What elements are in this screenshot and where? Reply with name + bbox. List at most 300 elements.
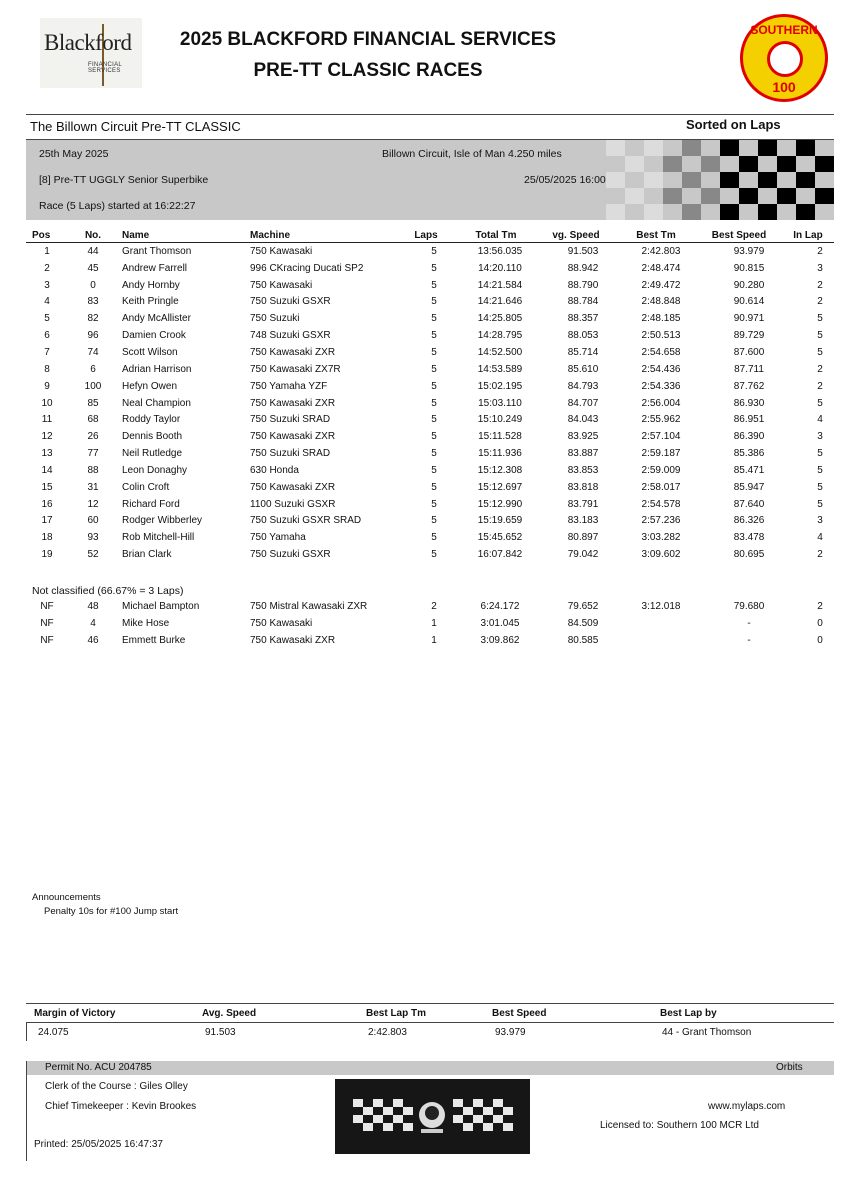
cell-machine: 750 Yamaha bbox=[250, 532, 306, 544]
cell-total-time: 16:07.842 bbox=[477, 549, 523, 561]
cell-avg-speed: 84.793 bbox=[567, 380, 599, 392]
cell-in-lap: 5 bbox=[817, 481, 823, 493]
cell-best-time: 3:03.282 bbox=[641, 532, 681, 544]
checker-square bbox=[625, 188, 644, 204]
not-classified-table bbox=[26, 598, 834, 649]
flag-square bbox=[483, 1123, 493, 1131]
cell-avg-speed: 88.784 bbox=[567, 296, 599, 308]
cell-avg-speed: 85.714 bbox=[567, 346, 599, 358]
checker-square bbox=[777, 188, 796, 204]
cell-number: 6 bbox=[90, 363, 96, 375]
website-link: www.mylaps.com bbox=[708, 1101, 786, 1112]
cell-avg-speed: 88.942 bbox=[567, 262, 599, 274]
cell-in-lap: 2 bbox=[817, 380, 823, 392]
cell-total-time: 15:10.249 bbox=[477, 414, 523, 426]
cell-total-time: 15:02.195 bbox=[477, 380, 523, 392]
cell-best-speed: 90.614 bbox=[733, 296, 765, 308]
result-row bbox=[26, 462, 834, 479]
cell-rider-name: Brian Clark bbox=[122, 549, 172, 561]
checker-square bbox=[796, 140, 815, 156]
cell-in-lap: 2 bbox=[817, 600, 823, 612]
cell-avg-speed: 83.925 bbox=[567, 431, 599, 443]
cell-avg-speed: 83.818 bbox=[567, 481, 599, 493]
cell-machine: 750 Kawasaki bbox=[250, 245, 313, 257]
cell-best-speed: - bbox=[747, 634, 751, 646]
col-best-time: Best Tm bbox=[616, 229, 696, 243]
cell-laps: 5 bbox=[431, 346, 437, 358]
cell-best-speed: 87.762 bbox=[733, 380, 765, 392]
cell-rider-name: Adrian Harrison bbox=[122, 363, 192, 375]
cell-avg-speed: 83.853 bbox=[567, 464, 599, 476]
cell-laps: 5 bbox=[431, 414, 437, 426]
cell-rider-name: Michael Bampton bbox=[122, 600, 200, 612]
cell-rider-name: Neal Champion bbox=[122, 397, 191, 409]
stats-left-rule bbox=[26, 1022, 27, 1041]
cell-laps: 5 bbox=[431, 363, 437, 375]
cell-pos: 4 bbox=[44, 296, 50, 308]
checker-square bbox=[720, 204, 739, 220]
cell-rider-name: Colin Croft bbox=[122, 481, 170, 493]
cell-pos: NF bbox=[40, 617, 54, 629]
cell-machine: 750 Suzuki SRAD bbox=[250, 414, 331, 426]
cell-laps: 1 bbox=[431, 634, 437, 646]
cell-laps: 5 bbox=[431, 397, 437, 409]
race-datetime: 25/05/2025 16:00 bbox=[524, 174, 606, 186]
cell-laps: 5 bbox=[431, 532, 437, 544]
result-row bbox=[26, 378, 834, 395]
cell-in-lap: 5 bbox=[817, 397, 823, 409]
cell-best-time: 2:59.187 bbox=[641, 448, 681, 460]
checker-square bbox=[606, 172, 625, 188]
cell-number: 26 bbox=[87, 431, 99, 443]
cell-best-speed: - bbox=[747, 617, 751, 629]
cell-best-speed: 90.280 bbox=[733, 279, 765, 291]
race-location: Billown Circuit, Isle of Man 4.250 miles bbox=[382, 148, 562, 160]
cell-machine: 750 Suzuki GSXR SRAD bbox=[250, 515, 362, 527]
cell-machine: 750 Kawasaki ZX7R bbox=[250, 363, 341, 375]
cell-in-lap: 2 bbox=[817, 363, 823, 375]
cell-in-lap: 5 bbox=[817, 346, 823, 358]
flag-square bbox=[353, 1099, 363, 1107]
cell-total-time: 6:24.172 bbox=[480, 600, 520, 612]
result-row bbox=[26, 310, 834, 327]
checker-square bbox=[720, 140, 739, 156]
cell-in-lap: 5 bbox=[817, 448, 823, 460]
cell-total-time: 15:11.528 bbox=[478, 431, 522, 443]
cell-in-lap: 5 bbox=[817, 313, 823, 325]
cell-total-time: 15:12.990 bbox=[477, 498, 523, 510]
stat-value-best-lap-time: 2:42.803 bbox=[368, 1027, 407, 1038]
cell-avg-speed: 88.357 bbox=[567, 313, 599, 325]
flag-square bbox=[353, 1115, 363, 1123]
flag-square bbox=[473, 1115, 483, 1123]
flag-square bbox=[403, 1107, 413, 1115]
page-title-line2: PRE-TT CLASSIC RACES bbox=[253, 60, 483, 81]
checkered-flag-graphic bbox=[606, 140, 834, 220]
cell-best-speed: 90.815 bbox=[733, 262, 765, 274]
cell-number: 100 bbox=[84, 380, 102, 392]
checker-square bbox=[644, 172, 663, 188]
cell-total-time: 14:53.589 bbox=[477, 363, 523, 375]
result-row bbox=[26, 294, 834, 311]
cell-number: 4 bbox=[90, 617, 96, 629]
cell-in-lap: 3 bbox=[817, 431, 823, 443]
result-row bbox=[26, 344, 834, 361]
cell-machine: 750 Suzuki GSXR bbox=[250, 549, 331, 561]
blackford-logo bbox=[40, 18, 142, 88]
cell-best-time: 2:56.004 bbox=[641, 397, 681, 409]
blackford-logo-text: Blackford bbox=[44, 30, 132, 55]
announcements-title: Announcements bbox=[32, 892, 101, 903]
result-row bbox=[26, 243, 834, 260]
cell-laps: 5 bbox=[431, 464, 437, 476]
cell-machine: 750 Mistral Kawasaki ZXR bbox=[250, 600, 368, 612]
cell-best-time: 2:42.803 bbox=[641, 245, 681, 257]
cell-best-speed: 87.600 bbox=[733, 346, 765, 358]
checker-square bbox=[758, 172, 777, 188]
cell-pos: 3 bbox=[44, 279, 50, 291]
cell-avg-speed: 85.610 bbox=[567, 363, 599, 375]
col-total-time: Total Tm bbox=[456, 229, 536, 243]
col-best-speed: Best Speed bbox=[696, 229, 782, 243]
timing-company-logo bbox=[335, 1079, 530, 1154]
col-machine: Machine bbox=[248, 229, 396, 243]
col-pos: Pos bbox=[26, 229, 68, 243]
results-header-row bbox=[26, 229, 834, 243]
cell-pos: 10 bbox=[41, 397, 53, 409]
cell-best-time: 2:48.848 bbox=[641, 296, 681, 308]
clerk-of-course: Clerk of the Course : Giles Olley bbox=[45, 1081, 188, 1092]
cell-rider-name: Grant Thomson bbox=[122, 245, 192, 257]
cell-pos: 18 bbox=[41, 532, 53, 544]
cell-best-time: 3:12.018 bbox=[641, 600, 681, 612]
result-row bbox=[26, 411, 834, 428]
cell-pos: 7 bbox=[44, 346, 50, 358]
not-classified-row bbox=[26, 598, 834, 615]
cell-pos: 11 bbox=[41, 414, 53, 426]
cell-pos: 1 bbox=[44, 245, 50, 257]
cell-total-time: 14:21.646 bbox=[477, 296, 523, 308]
cell-in-lap: 4 bbox=[817, 532, 823, 544]
cell-laps: 5 bbox=[431, 245, 437, 257]
cell-rider-name: Keith Pringle bbox=[122, 296, 179, 308]
orbits-label: Orbits bbox=[776, 1062, 803, 1073]
cell-best-time bbox=[616, 632, 696, 649]
cell-avg-speed: 79.042 bbox=[567, 549, 599, 561]
cell-best-time: 2:57.236 bbox=[641, 515, 681, 527]
result-row bbox=[26, 428, 834, 445]
flag-square bbox=[373, 1115, 383, 1123]
cell-in-lap: 5 bbox=[817, 464, 823, 476]
cell-rider-name: Neil Rutledge bbox=[122, 448, 183, 460]
sort-label: Sorted on Laps bbox=[686, 117, 781, 132]
checker-square bbox=[701, 156, 720, 172]
stat-label-best-lap-time: Best Lap Tm bbox=[366, 1008, 427, 1019]
result-row bbox=[26, 513, 834, 530]
race-date: 25th May 2025 bbox=[39, 148, 109, 160]
cell-pos: 15 bbox=[41, 481, 53, 493]
cell-number: 93 bbox=[87, 532, 99, 544]
flag-square bbox=[503, 1123, 513, 1131]
triskelion-icon bbox=[767, 41, 803, 77]
cell-best-speed: 90.971 bbox=[733, 313, 765, 325]
cell-total-time: 15:12.308 bbox=[477, 464, 523, 476]
cell-best-speed: 87.640 bbox=[733, 498, 765, 510]
southern-logo-text: SOUTHERN bbox=[750, 23, 818, 37]
cell-best-speed: 86.326 bbox=[733, 515, 765, 527]
results-table bbox=[26, 229, 834, 563]
checker-square bbox=[815, 156, 834, 172]
cell-total-time: 15:03.110 bbox=[478, 397, 522, 409]
cell-in-lap: 2 bbox=[817, 296, 823, 308]
cell-laps: 5 bbox=[431, 498, 437, 510]
cell-laps: 5 bbox=[431, 330, 437, 342]
cell-machine: 750 Suzuki GSXR bbox=[250, 296, 331, 308]
cell-pos: 2 bbox=[44, 262, 50, 274]
stat-label-avg-speed: Avg. Speed bbox=[202, 1008, 257, 1019]
cell-best-time: 3:09.602 bbox=[641, 549, 681, 561]
cell-machine: 750 Kawasaki ZXR bbox=[250, 431, 336, 443]
cell-laps: 5 bbox=[431, 262, 437, 274]
race-start: Race (5 Laps) started at 16:22:27 bbox=[39, 200, 196, 212]
col-in-lap: In Lap bbox=[782, 229, 834, 243]
cell-rider-name: Richard Ford bbox=[122, 498, 180, 510]
cell-number: 44 bbox=[87, 245, 99, 257]
southern-100-logo bbox=[740, 14, 828, 102]
flag-square bbox=[483, 1107, 493, 1115]
cell-best-speed: 83.478 bbox=[733, 532, 765, 544]
cell-laps: 1 bbox=[431, 617, 437, 629]
cell-best-speed: 85.471 bbox=[733, 464, 765, 476]
cell-total-time: 3:01.045 bbox=[480, 617, 520, 629]
cell-avg-speed: 83.791 bbox=[567, 498, 599, 510]
cell-in-lap: 3 bbox=[817, 262, 823, 274]
checker-square bbox=[682, 172, 701, 188]
cell-laps: 2 bbox=[431, 600, 437, 612]
cell-best-time: 2:50.513 bbox=[641, 330, 681, 342]
not-classified-row bbox=[26, 615, 834, 632]
cell-total-time: 13:56.035 bbox=[477, 245, 523, 257]
checker-square bbox=[739, 188, 758, 204]
checker-square bbox=[644, 204, 663, 220]
col-name: Name bbox=[118, 229, 248, 243]
cell-avg-speed: 88.790 bbox=[567, 279, 599, 291]
cell-in-lap: 5 bbox=[817, 498, 823, 510]
cell-in-lap: 4 bbox=[817, 414, 823, 426]
checker-square bbox=[663, 156, 682, 172]
checker-square bbox=[720, 172, 739, 188]
cell-best-speed: 89.729 bbox=[733, 330, 765, 342]
circuit-header bbox=[26, 114, 834, 140]
licensed-to: Licensed to: Southern 100 MCR Ltd bbox=[600, 1120, 759, 1131]
cell-in-lap: 3 bbox=[817, 515, 823, 527]
cell-number: 60 bbox=[87, 515, 99, 527]
stats-mid-rule bbox=[26, 1022, 834, 1023]
stat-value-margin: 24.075 bbox=[38, 1027, 69, 1038]
cell-machine: 750 Kawasaki ZXR bbox=[250, 481, 336, 493]
checker-square bbox=[682, 204, 701, 220]
cell-machine: 750 Suzuki bbox=[250, 313, 300, 325]
not-classified-row bbox=[26, 632, 834, 649]
cell-number: 74 bbox=[87, 346, 99, 358]
cell-pos: 5 bbox=[44, 313, 50, 325]
announcement-text: Penalty 10s for #100 Jump start bbox=[44, 906, 179, 917]
cell-rider-name: Andy Hornby bbox=[122, 279, 180, 291]
flag-square bbox=[393, 1115, 403, 1123]
cell-rider-name: Rodger Wibberley bbox=[122, 515, 203, 527]
cell-number: 77 bbox=[87, 448, 99, 460]
cell-number: 52 bbox=[87, 549, 99, 561]
cell-rider-name: Roddy Taylor bbox=[122, 414, 181, 426]
flag-square bbox=[383, 1123, 393, 1131]
cell-pos: 13 bbox=[41, 448, 53, 460]
stat-label-best-speed: Best Speed bbox=[492, 1008, 547, 1019]
result-row bbox=[26, 445, 834, 462]
southern-logo-number: 100 bbox=[772, 79, 796, 95]
cell-pos: NF bbox=[40, 634, 54, 646]
cell-machine: 750 Kawasaki bbox=[250, 617, 313, 629]
cell-rider-name: Leon Donaghy bbox=[122, 464, 188, 476]
cell-pos: 19 bbox=[41, 549, 53, 561]
result-row bbox=[26, 546, 834, 563]
cell-best-time: 2:55.962 bbox=[641, 414, 681, 426]
cell-machine: 748 Suzuki GSXR bbox=[250, 330, 331, 342]
flag-square bbox=[503, 1107, 513, 1115]
chief-timekeeper: Chief Timekeeper : Kevin Brookes bbox=[45, 1101, 197, 1112]
cell-best-speed: 93.979 bbox=[733, 245, 765, 257]
flag-square bbox=[373, 1099, 383, 1107]
checker-square bbox=[625, 156, 644, 172]
cell-laps: 5 bbox=[431, 380, 437, 392]
cell-pos: 14 bbox=[41, 464, 53, 476]
flag-square bbox=[493, 1099, 503, 1107]
checker-square bbox=[796, 172, 815, 188]
cell-total-time: 14:28.795 bbox=[477, 330, 523, 342]
cell-best-speed: 87.711 bbox=[734, 363, 764, 375]
cell-number: 0 bbox=[90, 279, 96, 291]
cell-pos: 9 bbox=[44, 380, 50, 392]
stat-value-best-lap-by: 44 - Grant Thomson bbox=[662, 1027, 752, 1038]
not-classified-label: Not classified (66.67% = 3 Laps) bbox=[32, 585, 184, 597]
cell-machine: 1100 Suzuki GSXR bbox=[250, 498, 336, 510]
cell-best-time: 2:57.104 bbox=[641, 431, 681, 443]
cell-machine: 750 Kawasaki ZXR bbox=[250, 346, 336, 358]
cell-total-time: 3:09.862 bbox=[480, 634, 520, 646]
cell-best-time: 2:49.472 bbox=[641, 279, 681, 291]
cell-best-time: 2:54.658 bbox=[641, 346, 681, 358]
flag-square bbox=[453, 1115, 463, 1123]
cell-number: 31 bbox=[87, 481, 99, 493]
cell-number: 88 bbox=[87, 464, 99, 476]
checker-square bbox=[606, 204, 625, 220]
result-row bbox=[26, 479, 834, 496]
cell-rider-name: Scott Wilson bbox=[122, 346, 178, 358]
cell-pos: 17 bbox=[41, 515, 53, 527]
cell-best-speed: 86.390 bbox=[733, 431, 765, 443]
cell-avg-speed: 91.503 bbox=[567, 245, 599, 257]
cell-number: 12 bbox=[87, 498, 99, 510]
cell-laps: 5 bbox=[431, 448, 437, 460]
permit-number: Permit No. ACU 204785 bbox=[45, 1062, 152, 1073]
cell-best-speed: 86.930 bbox=[733, 397, 765, 409]
result-row bbox=[26, 260, 834, 277]
cell-in-lap: 0 bbox=[817, 617, 823, 629]
checker-square bbox=[777, 156, 796, 172]
col-avg-speed: vg. Speed bbox=[536, 229, 616, 243]
flag-square bbox=[383, 1107, 393, 1115]
cell-laps: 5 bbox=[431, 431, 437, 443]
result-row bbox=[26, 496, 834, 513]
checker-square bbox=[758, 204, 777, 220]
cell-best-speed: 86.951 bbox=[733, 414, 765, 426]
cell-pos: 8 bbox=[44, 363, 50, 375]
checkered-flags-icon bbox=[335, 1079, 530, 1154]
cell-best-time: 2:48.474 bbox=[641, 262, 681, 274]
footer-left-rule bbox=[26, 1061, 27, 1161]
cell-total-time: 15:45.652 bbox=[477, 532, 523, 544]
flag-square bbox=[463, 1123, 473, 1131]
checker-square bbox=[606, 140, 625, 156]
race-name: [8] Pre-TT UGGLY Senior Superbike bbox=[39, 174, 209, 186]
cell-total-time: 14:21.584 bbox=[477, 279, 523, 291]
cell-in-lap: 2 bbox=[817, 549, 823, 561]
cell-pos: NF bbox=[40, 600, 54, 612]
col-no: No. bbox=[68, 229, 118, 243]
cell-laps: 5 bbox=[431, 313, 437, 325]
cell-machine: 750 Kawasaki bbox=[250, 279, 313, 291]
cell-rider-name: Damien Crook bbox=[122, 330, 186, 342]
cell-rider-name: Rob Mitchell-Hill bbox=[122, 532, 195, 544]
cell-best-speed: 85.947 bbox=[733, 481, 765, 493]
cell-number: 48 bbox=[87, 600, 99, 612]
cell-avg-speed: 83.887 bbox=[567, 448, 599, 460]
cell-best-speed: 85.386 bbox=[733, 448, 765, 460]
cell-in-lap: 2 bbox=[817, 279, 823, 291]
cell-machine: 750 Yamaha YZF bbox=[250, 380, 328, 392]
cell-number: 85 bbox=[87, 397, 99, 409]
checker-square bbox=[663, 188, 682, 204]
cell-best-time: 2:59.009 bbox=[641, 464, 681, 476]
cell-rider-name: Dennis Booth bbox=[122, 431, 183, 443]
cell-in-lap: 0 bbox=[817, 634, 823, 646]
result-row bbox=[26, 327, 834, 344]
stat-label-margin: Margin of Victory bbox=[34, 1008, 116, 1019]
cell-avg-speed: 80.897 bbox=[567, 532, 599, 544]
checker-square bbox=[644, 140, 663, 156]
cell-best-time: 2:54.336 bbox=[641, 380, 681, 392]
stats-top-rule bbox=[26, 1003, 834, 1004]
cell-avg-speed: 84.509 bbox=[567, 617, 599, 629]
flag-square bbox=[463, 1107, 473, 1115]
checker-square bbox=[796, 204, 815, 220]
col-laps: Laps bbox=[396, 229, 456, 243]
cell-machine: 750 Kawasaki ZXR bbox=[250, 634, 336, 646]
flag-square bbox=[393, 1099, 403, 1107]
cell-rider-name: Emmett Burke bbox=[122, 634, 186, 646]
result-row bbox=[26, 361, 834, 378]
flag-square bbox=[403, 1123, 413, 1131]
cell-laps: 5 bbox=[431, 515, 437, 527]
cell-number: 46 bbox=[87, 634, 99, 646]
cell-total-time: 15:19.659 bbox=[477, 515, 523, 527]
cell-pos: 16 bbox=[41, 498, 53, 510]
checker-square bbox=[739, 156, 758, 172]
cell-avg-speed: 79.652 bbox=[567, 600, 599, 612]
cell-pos: 12 bbox=[41, 431, 53, 443]
cell-laps: 5 bbox=[431, 296, 437, 308]
flag-square bbox=[363, 1107, 373, 1115]
cell-avg-speed: 83.183 bbox=[567, 515, 599, 527]
